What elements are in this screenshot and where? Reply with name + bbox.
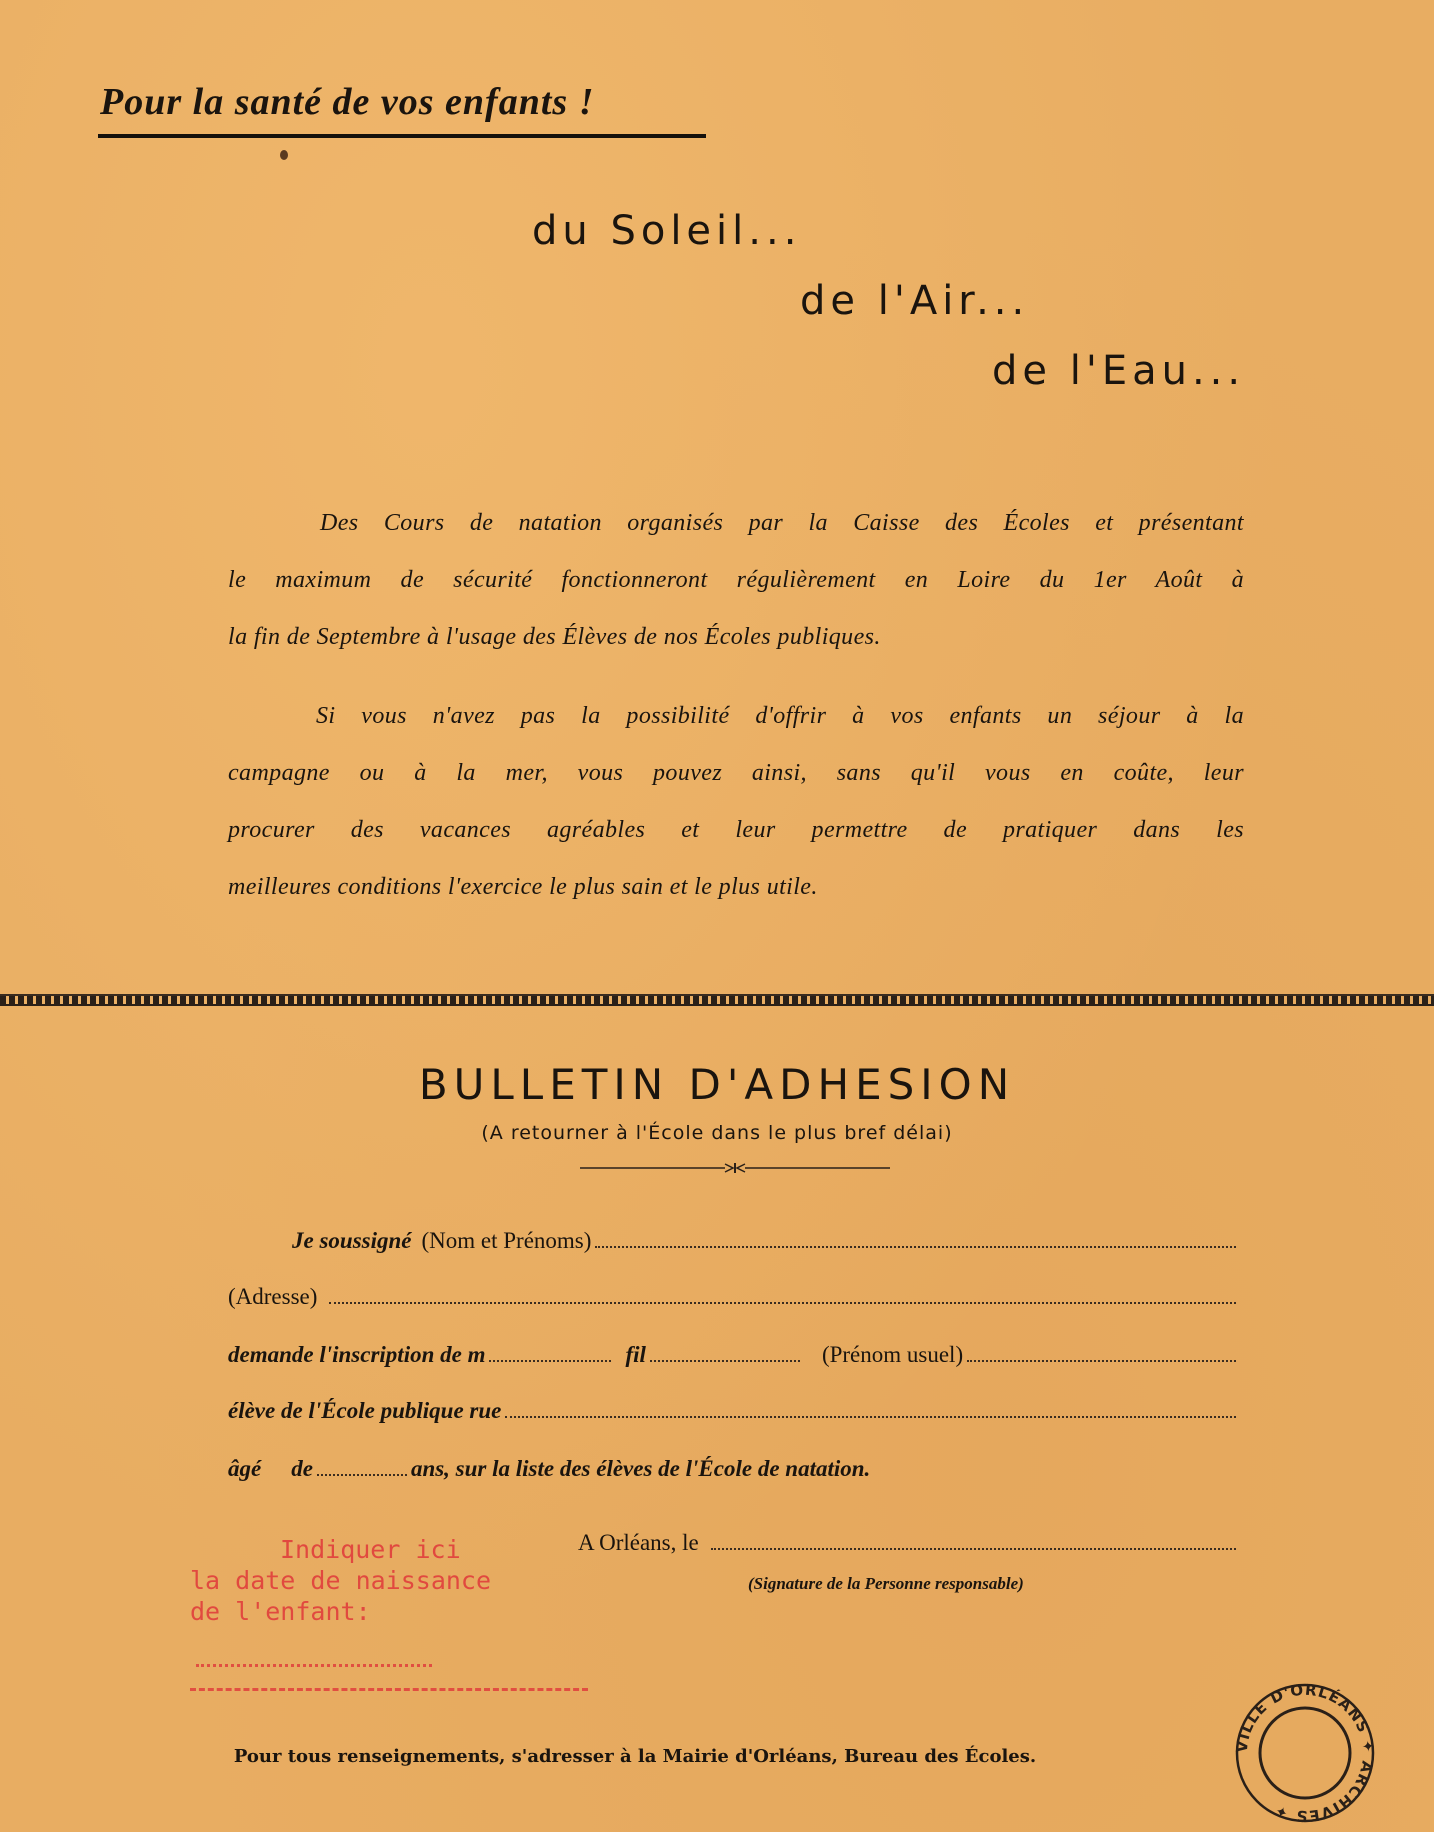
title-ornament	[580, 1162, 890, 1174]
paragraph-1	[228, 510, 1244, 681]
first-name-field[interactable]	[967, 1359, 1236, 1362]
gender-field[interactable]	[489, 1359, 611, 1362]
address-field[interactable]	[329, 1301, 1236, 1304]
paragraph-1-line-2: le maximum de sécurité fonctionneront régulièrement en Loire du 1er Août à	[228, 567, 1244, 593]
form-row-address	[228, 1284, 1240, 1310]
slogan-air: de l'Air...	[800, 278, 1030, 324]
school-street-field[interactable]	[505, 1415, 1236, 1418]
je-soussigne-label: Je soussigné	[292, 1228, 412, 1253]
red-stamp-line-3: de l'enfant:	[190, 1597, 371, 1626]
paragraph-2	[228, 703, 1244, 931]
form-row-name	[292, 1228, 1240, 1254]
archive-stamp-text: VILLE D'ORLÉANS ✦ ARCHIVES ✦	[1232, 1680, 1378, 1826]
age-de-label: de	[291, 1456, 313, 1481]
paragraph-2-line-3: procurer des vacances agréables et leur permettre de pratiquer dans les	[228, 817, 1244, 843]
age-label: âgé	[228, 1456, 262, 1481]
form-row-place-date	[578, 1530, 1240, 1556]
headline: Pour la santé de vos enfants !	[100, 81, 595, 123]
signature-area[interactable]	[740, 1600, 1140, 1660]
red-stamp-line-1: Indiquer ici	[280, 1535, 461, 1564]
slogan-eau: de l'Eau...	[992, 348, 1246, 394]
name-field[interactable]	[595, 1245, 1236, 1248]
inscription-label: demande l'inscription de m	[228, 1342, 486, 1367]
fil-label: fil	[625, 1342, 646, 1367]
paragraph-2-line-1: Si vous n'avez pas la possibilité d'offrir à vos enfants un séjour à la	[316, 703, 1244, 729]
place-date-label: A Orléans, le	[578, 1530, 699, 1555]
ecole-label: élève de l'École publique rue	[228, 1398, 502, 1423]
form-subtitle: (A retourner à l'École dans le plus bref délai)	[481, 1122, 953, 1144]
age-field[interactable]	[317, 1473, 407, 1476]
red-stamp-line-2: la date de naissance	[190, 1566, 492, 1595]
archive-stamp	[1232, 1680, 1378, 1826]
form-row-enrollment	[228, 1342, 1240, 1368]
form-row-school	[228, 1398, 1240, 1424]
child-suffix-field[interactable]	[650, 1359, 800, 1362]
birthdate-field[interactable]	[190, 1688, 588, 1691]
nom-prenoms-label: (Nom et Prénoms)	[421, 1228, 592, 1253]
paragraph-1-line-1: Des Cours de natation organisés par la Caisse des Écoles et présentant	[320, 510, 1244, 536]
date-field[interactable]	[711, 1547, 1236, 1550]
ink-spot	[280, 150, 288, 160]
form-row-age	[228, 1456, 1240, 1482]
age-tail-label: ans, sur la liste des élèves de l'École de natation.	[410, 1456, 871, 1481]
prenom-usuel-label: (Prénom usuel)	[821, 1342, 964, 1367]
signature-caption: (Signature de la Personne responsable)	[748, 1574, 1024, 1593]
paragraph-1-line-3: la fin de Septembre à l'usage des Élèves de nos Écoles publiques.	[228, 624, 881, 650]
svg-text:VILLE D'ORLÉANS ✦ ARCHIVES ✦	[1233, 1681, 1378, 1826]
birthdate-field-upper[interactable]	[196, 1664, 432, 1667]
form-title: BULLETIN D'ADHESION	[418, 1060, 1016, 1109]
slogan-soleil: du Soleil...	[532, 208, 802, 254]
headline-underline	[98, 134, 706, 138]
paragraph-2-line-2: campagne ou à la mer, vous pouvez ainsi, sans qu'il vous en coûte, leur	[228, 760, 1244, 786]
footer-info: Pour tous renseignements, s'adresser à la Mairie d'Orléans, Bureau des Écoles.	[233, 1746, 1037, 1767]
adresse-label: (Adresse)	[228, 1284, 318, 1309]
perforation-line[interactable]	[0, 996, 1434, 1006]
paragraph-2-line-4: meilleures conditions l'exercice le plus sain et le plus utile.	[228, 874, 818, 900]
